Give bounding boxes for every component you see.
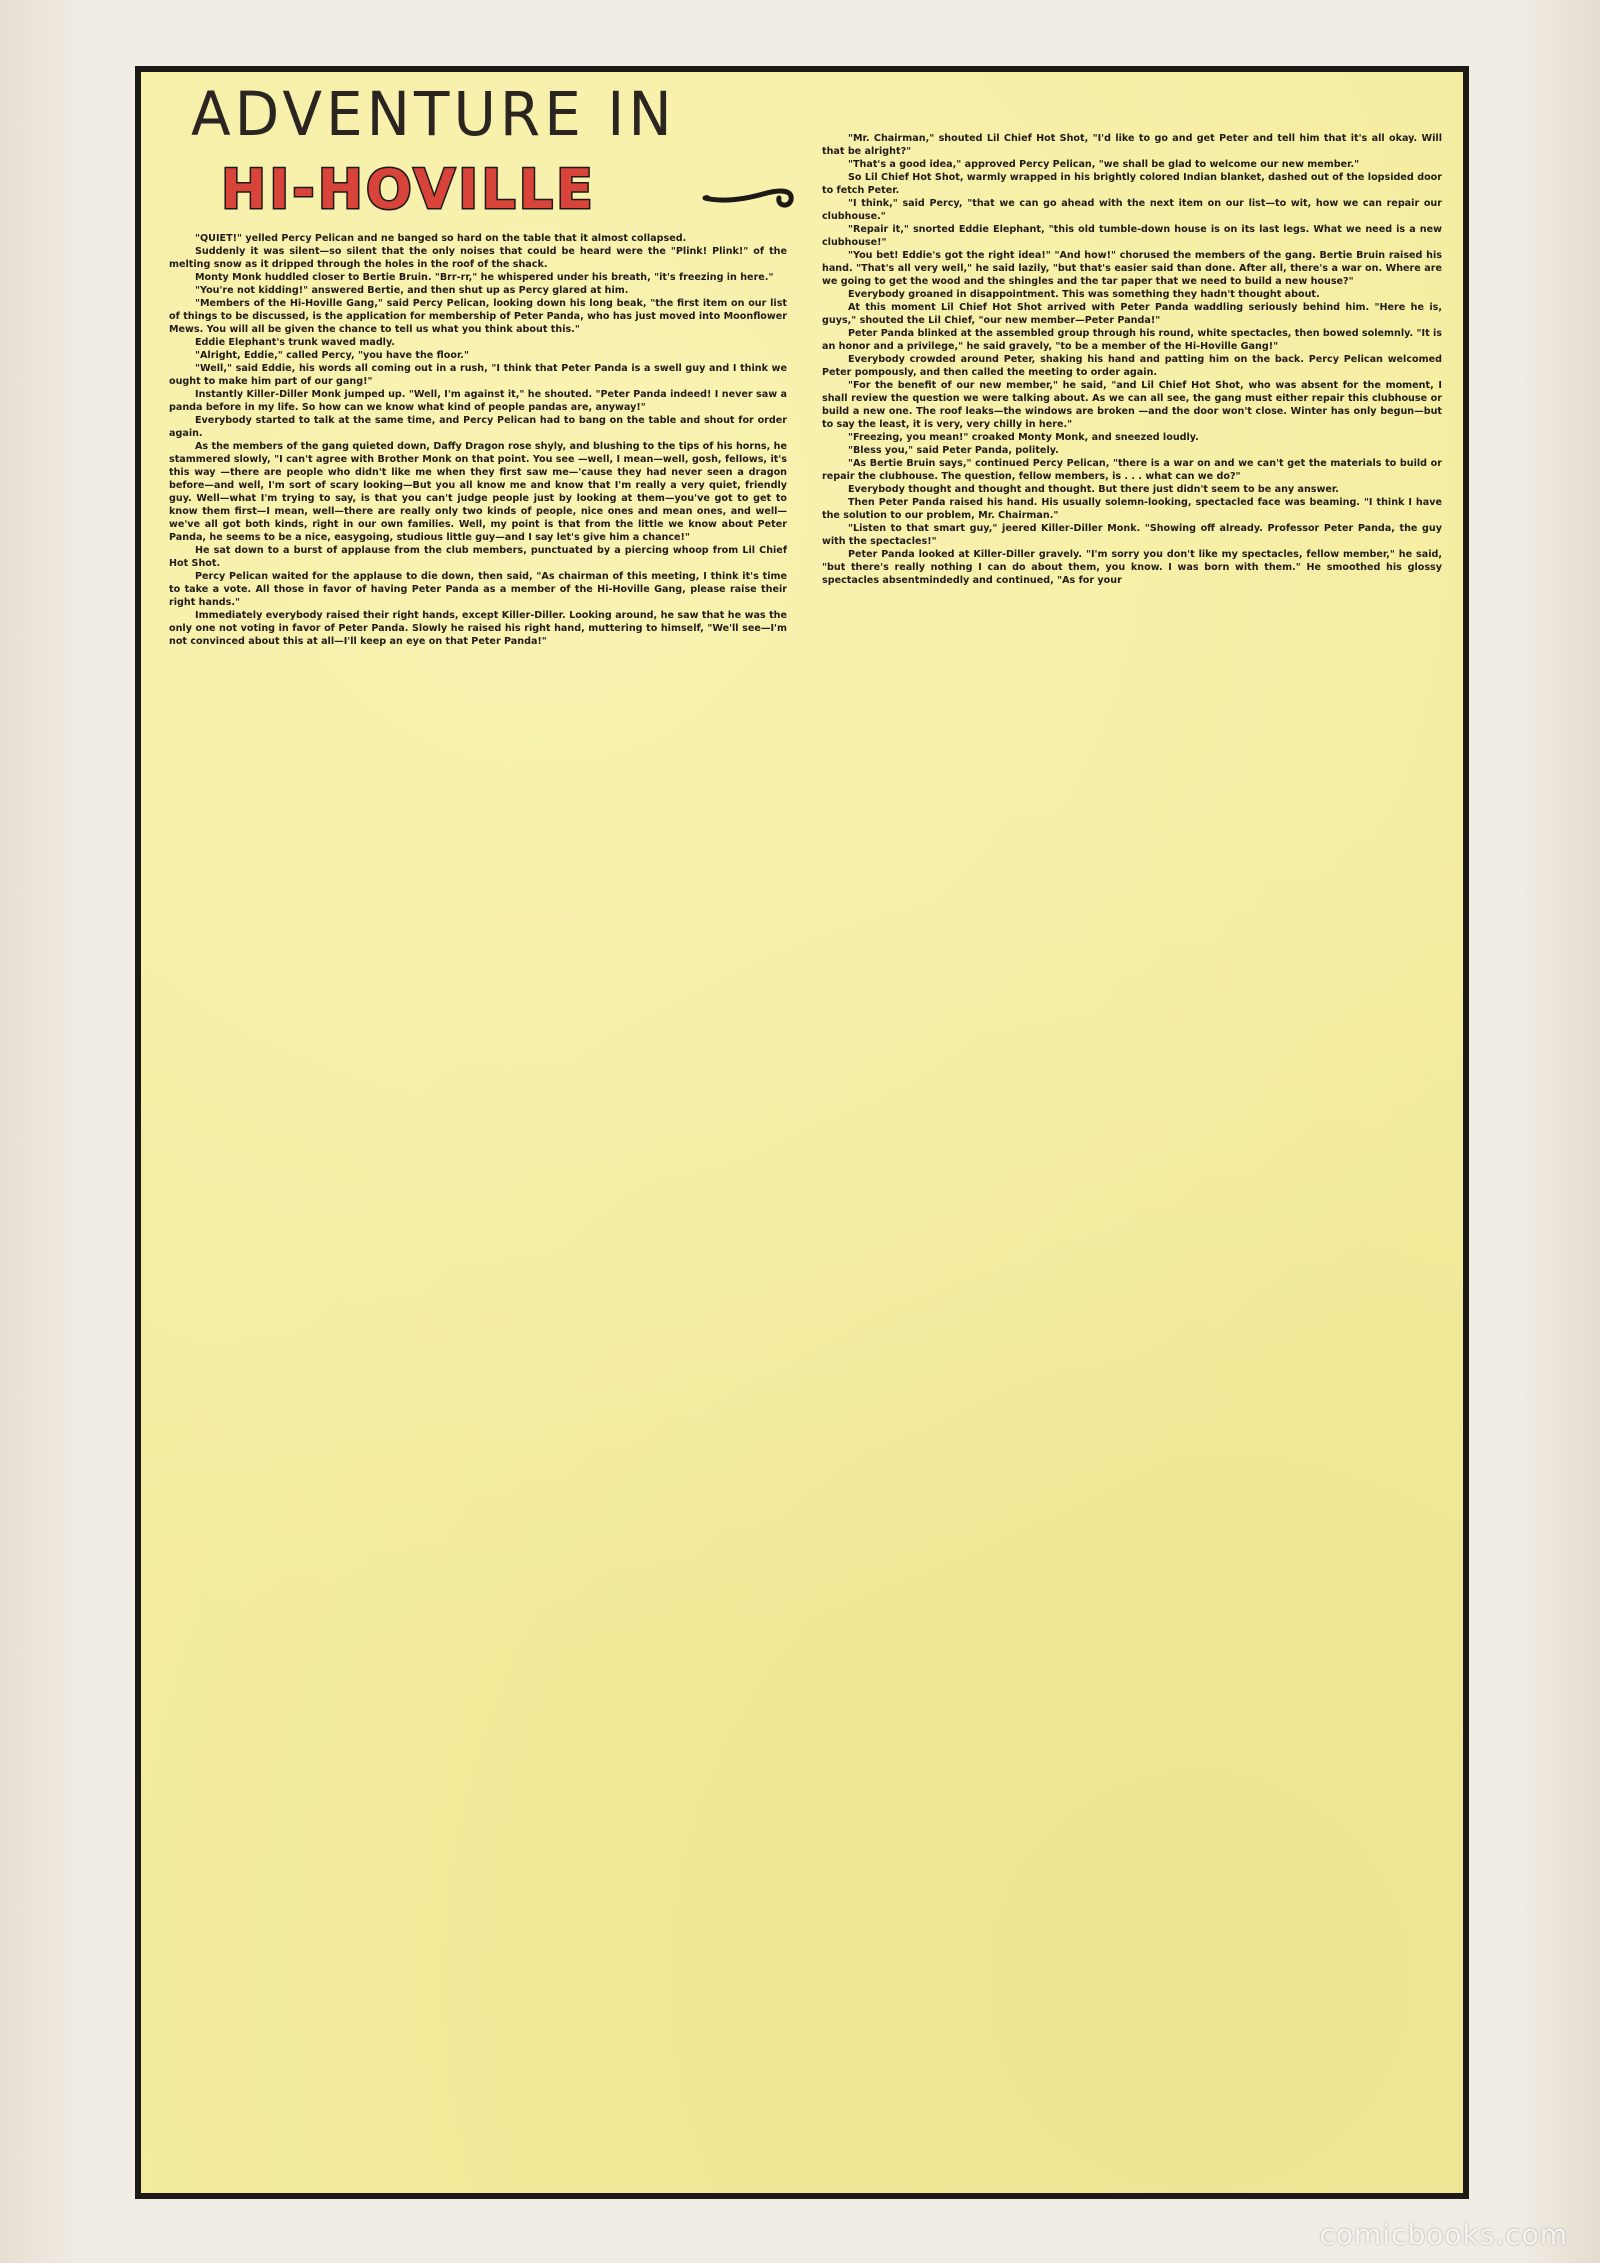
story-paragraph: Everybody started to talk at the same time, and Percy Pelican had to bang on the table and shout for order again. [169,415,787,439]
story-paragraph: "You're not kidding!" answered Bertie, and then shut up as Percy glared at him. [195,285,629,296]
story-paragraph: Everybody crowded around Peter, shaking his hand and patting him on the back. Percy Pelican welcomed Peter pompously, and then called the meeting to order again. [822,354,1442,378]
right-text-column [822,132,1442,2193]
story-paragraph: "Listen to that smart guy," jeered Killer-Diller Monk. "Showing off already. Professor Peter Panda, the guy with the spectacles!" [822,523,1442,547]
story-paragraph: As the members of the gang quieted down, Daffy Dragon rose shyly, and blushing to the tips of his horns, he stammered slowly, "I can't agree with Brother Monk on that point. You see —well, I mean—well, gosh, fellows, it's this way —there are people who didn't like me when they first saw me—'cause they had never seen a dragon before—and well, I'm sort of scary looking—But you all know me and know that I'm really a very quiet, friendly guy. Well—what I'm trying to say, is that you can't judge people just by looking at them—you've got to get to know them first—I mean, well—there are really only two kinds of people, nice ones and mean ones, and well—we've all got both kinds, right in our own families. Well, my point is that from the little we know about Peter Panda, he seems to be a nice, easygoing, studious little guy—and I say let's give him a chance!" [169,441,787,543]
story-paragraph: Everybody thought and thought and thought. But there just didn't seem to be any answer. [848,484,1339,495]
title-line-adventure-in: ADVENTURE IN [191,78,676,150]
story-paragraph: "As Bertie Bruin says," continued Percy Pelican, "there is a war on and we can't get the materials to build or repair the clubhouse. The question, fellow members, is . . . what can we do?" [822,458,1442,482]
swash-decoration-icon [701,172,801,212]
story-paragraph: "Repair it," snorted Eddie Elephant, "this old tumble-down house is on its last legs. What we need is a new clubhouse!" [822,224,1442,248]
story-paragraph: Then Peter Panda raised his hand. His usually solemn-looking, spectacled face was beaming. "I think I have the solution to our problem, Mr. Chairman." [822,497,1442,521]
story-paragraph: "I think," said Percy, "that we can go ahead with the next item on our list—to wit, how we can repair our clubhouse." [822,198,1442,222]
story-paragraph: Instantly Killer-Diller Monk jumped up. "Well, I'm against it," he shouted. "Peter Panda indeed! I never saw a panda before in my life. So how can we know what kind of people pandas are, anyway!" [169,389,787,413]
story-paragraph: Immediately everybody raised their right hands, except Killer-Diller. Looking around, he saw that he was the only one not voting in favor of Peter Panda. Slowly he raised his right hand, muttering to himself, "We'll see—I'm not convinced about this at all—I'll keep an eye on that Peter Panda!" [169,610,787,647]
story-paragraph: "For the benefit of our new member," he said, "and Lil Chief Hot Shot, who was absent for the moment, I shall review the question we were talking about. As we can all see, the gang must either repair this clubhouse or build a new one. The roof leaks—the windows are broken —and the door won't close. Winter has only begun—but to say the least, it is very, very chilly in here." [822,380,1442,430]
story-paragraph: "Alright, Eddie," called Percy, "you have the floor." [195,350,469,361]
story-paragraph: "Members of the Hi-Hoville Gang," said Percy Pelican, looking down his long beak, "the first item on our list of things to be discussed, is the application for membership of Peter Panda, who has just moved into Moonflower Mews. You will all be given the chance to tell us what you think about this." [169,298,787,335]
story-paragraph: Monty Monk huddled closer to Bertie Bruin. "Brr-rr," he whispered under his breath, "it's freezing in here." [195,272,774,283]
left-text-column [169,232,787,2193]
story-paragraph: Peter Panda blinked at the assembled group through his round, white spectacles, then bowed solemnly. "It is an honor and a privilege," he said gravely, "to be a member of the Hi-Hoville Gang!" [822,328,1442,352]
story-paragraph: "QUIET!" yelled Percy Pelican and ne banged so hard on the table that it almost collapsed. [195,233,687,244]
story-paragraph: "You bet! Eddie's got the right idea!" "And how!" chorused the members of the gang. Bertie Bruin raised his hand. "That's all very well," he said lazily, "but that's easier said than done. After all, there's a war on. Where are we going to get the wood and the shingles and the tar paper that we need to build a new house?" [822,250,1442,287]
story-paragraph: Percy Pelican waited for the applause to die down, then said, "As chairman of this meeting, I think it's time to take a vote. All those in favor of having Peter Panda as a member of the Hi-Hoville Gang, please raise their right hands." [169,571,787,608]
story-paragraph: "Bless you," said Peter Panda, politely. [848,445,1059,456]
story-paragraph: "That's a good idea," approved Percy Pelican, "we shall be glad to welcome our new member." [848,159,1360,170]
story-title [191,80,831,245]
story-paragraph: Everybody groaned in disappointment. This was something they hadn't thought about. [848,289,1320,300]
story-paragraph: He sat down to a burst of applause from the club members, punctuated by a piercing whoop from Lil Chief Hot Shot. [169,545,787,569]
story-paragraph: Eddie Elephant's trunk waved madly. [195,337,395,348]
story-paragraph: "Well," said Eddie, his words all coming out in a rush, "I think that Peter Panda is a swell guy and I think we ought to make him part of our gang!" [169,363,787,387]
story-paragraph: At this moment Lil Chief Hot Shot arrived with Peter Panda waddling seriously behind him. "Here he is, guys," shouted the Lil Chief, "our new member—Peter Panda!" [822,302,1442,326]
title-line-hi-hoville: HI-HOVILLE [221,158,596,221]
story-paragraph: Suddenly it was silent—so silent that the only noises that could be heard were the "Plink! Plink!" of the melting snow as it dripped through the holes in the roof of the shack. [169,246,787,270]
story-paragraph: "Freezing, you mean!" croaked Monty Monk, and sneezed loudly. [848,432,1199,443]
story-panel [135,66,1469,2199]
story-paragraph: So Lil Chief Hot Shot, warmly wrapped in his brightly colored Indian blanket, dashed out of the lopsided door to fetch Peter. [822,172,1442,196]
site-watermark: comicbooks.com [1319,2218,1568,2251]
story-paragraph: Peter Panda looked at Killer-Diller gravely. "I'm sorry you don't like my spectacles, fellow member," he said, "but there's really nothing I can do about them, you know. I was born with them." He smoothed his glossy spectacles absentmindedly and continued, "As for your [822,549,1442,586]
story-paragraph: "Mr. Chairman," shouted Lil Chief Hot Shot, "I'd like to go and get Peter and tell him that it's all okay. Will that be alright?" [822,133,1442,157]
